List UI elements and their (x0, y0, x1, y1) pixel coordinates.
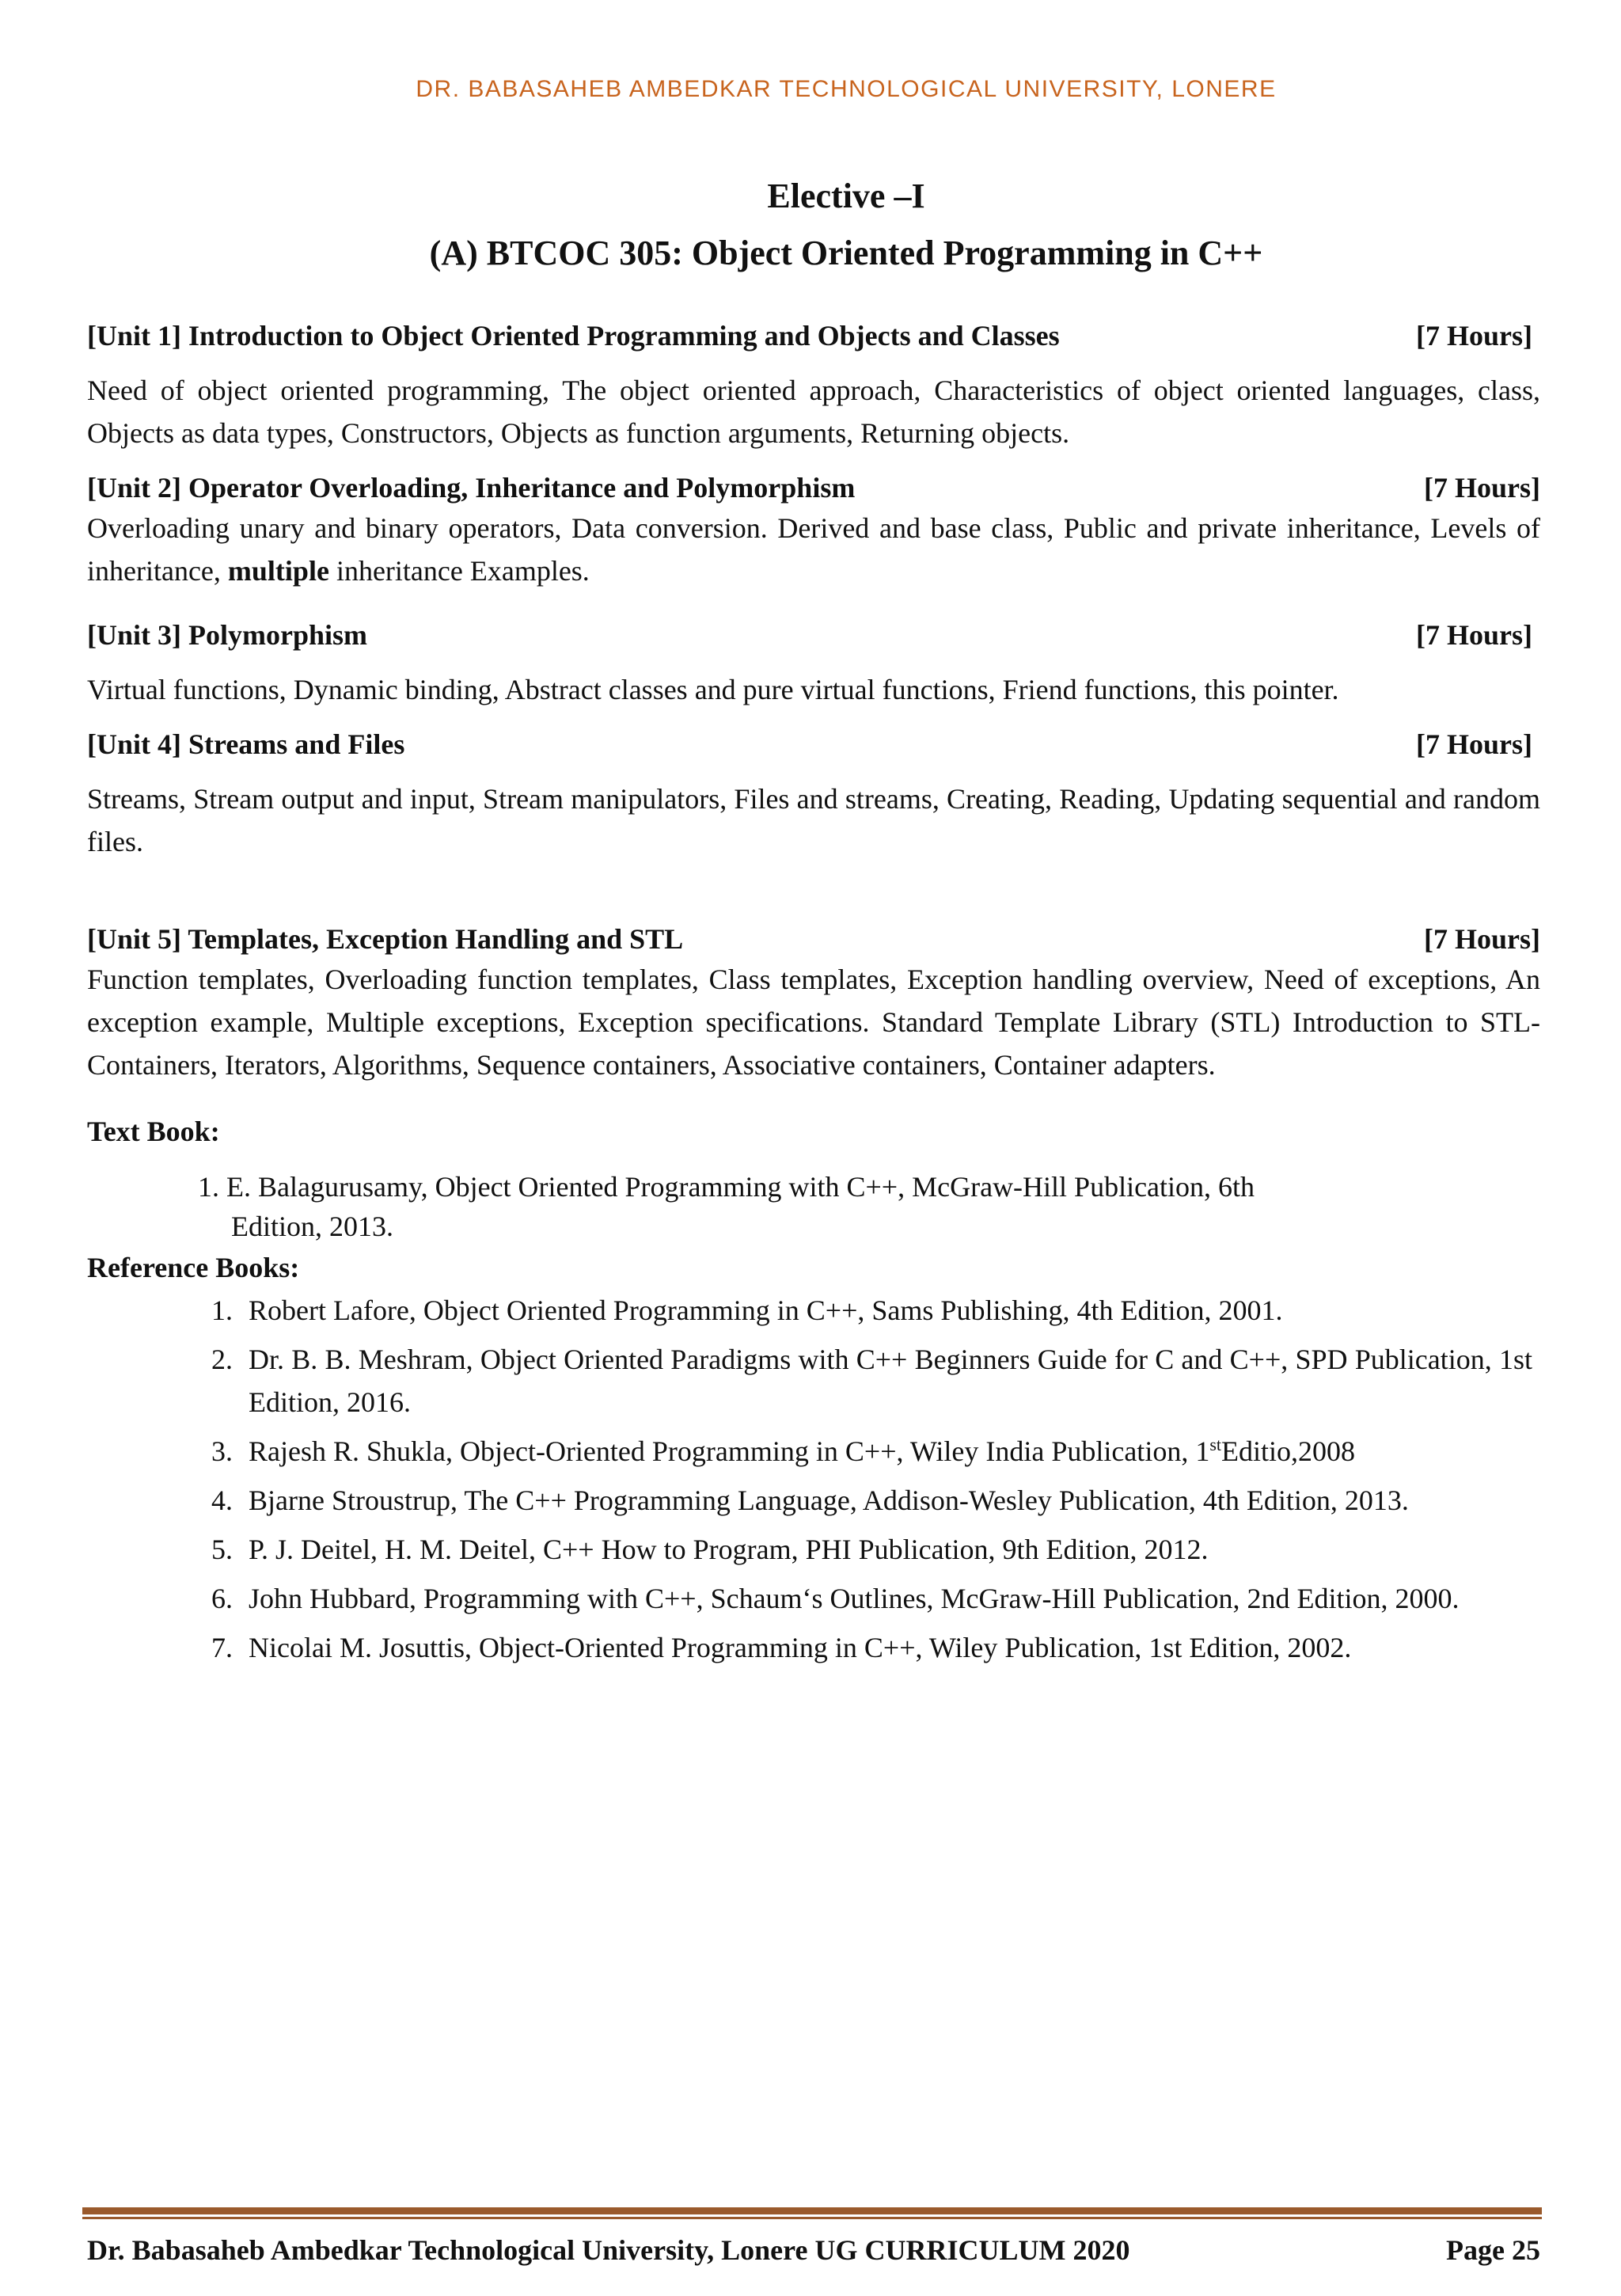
unit-4-title: [Unit 4] Streams and Files (87, 728, 405, 760)
text-book-label: Text Book: (87, 1116, 220, 1147)
reference-text: P. J. Deitel, H. M. Deitel, C++ How to Program, PHI Publication, 9th Edition, 2012. (249, 1534, 1209, 1565)
reference-number: 3. (211, 1435, 233, 1467)
unit-2-text-part2: inheritance Examples. (328, 555, 590, 587)
reference-number: 4. (211, 1484, 233, 1516)
unit-4-description: Streams, Stream output and input, Stream manipulators, Files and streams, Creating, Reading, Updating sequential and random files. (87, 783, 1540, 857)
unit-3-hours: [7 Hours] (1416, 619, 1532, 651)
reference-text-part2: Editio,2008 (1221, 1435, 1356, 1467)
unit-3-heading (87, 616, 1540, 654)
syllabus-content (87, 317, 1540, 1675)
reference-number: 5. (211, 1534, 233, 1565)
unit-2-heading (87, 469, 1540, 507)
reference-number: 6. (211, 1583, 233, 1614)
unit-2-hours: [7 Hours] (1424, 472, 1540, 504)
running-header: DR. BABASAHEB AMBEDKAR TECHNOLOGICAL UNIVERSITY, LONERE (416, 76, 1277, 102)
unit-1-title: [Unit 1] Introduction to Object Oriented Programming and Objects and Classes (87, 320, 1060, 352)
reference-text: John Hubbard, Programming with C++, Schaum‘s Outlines, McGraw-Hill Publication, 2nd Edition, 2000. (249, 1583, 1460, 1614)
footer-rule-thick (82, 2207, 1542, 2214)
reference-books-list (87, 1289, 1540, 1669)
reference-text-superscript: st (1209, 1435, 1222, 1454)
reference-text (249, 1430, 1540, 1473)
unit-3-title: [Unit 3] Polymorphism (87, 619, 367, 651)
footer-rule-thin (82, 2217, 1542, 2219)
reference-item (87, 1528, 1540, 1571)
reference-item (87, 1430, 1540, 1473)
reference-item (87, 1626, 1540, 1669)
course-title: (A) BTCOC 305: Object Oriented Programming in C++ (429, 234, 1263, 272)
unit-5-heading (87, 920, 1540, 958)
reference-number: 1. (211, 1294, 233, 1326)
unit-2-description (87, 507, 1540, 592)
unit-2-title: [Unit 2] Operator Overloading, Inheritance and Polymorphism (87, 472, 856, 504)
unit-3-description: Virtual functions, Dynamic binding, Abstract classes and pure virtual functions, Friend functions, this pointer. (87, 674, 1339, 705)
reference-number: 2. (211, 1344, 233, 1375)
reference-number: 7. (211, 1632, 233, 1663)
unit-4-hours: [7 Hours] (1416, 728, 1532, 760)
unit-4-heading (87, 725, 1540, 763)
reference-books-label: Reference Books: (87, 1252, 300, 1283)
unit-1-hours: [7 Hours] (1416, 320, 1532, 352)
elective-title: Elective –I (767, 177, 925, 215)
reference-item (87, 1289, 1540, 1332)
unit-1-description: Need of object oriented programming, The object oriented approach, Characteristics of object oriented languages, class, Objects as data types, Constructors, Objects as function arguments, Returning objects. (87, 374, 1540, 449)
footer-curriculum: Dr. Babasaheb Ambedkar Technological University, Lonere UG CURRICULUM 2020 (87, 2234, 1130, 2266)
unit-5-title: [Unit 5] Templates, Exception Handling and STL (87, 923, 684, 955)
unit-2-text-bold: multiple (227, 555, 329, 587)
reference-item (87, 1338, 1540, 1424)
reference-text: Nicolai M. Josuttis, Object-Oriented Programming in C++, Wiley Publication, 1st Edition, 2002. (249, 1632, 1352, 1663)
title-block (0, 168, 1621, 282)
unit-5-description: Function templates, Overloading function templates, Class templates, Exception handling overview, Need of exceptions, An exception example, Multiple exceptions, Exception specifications. Standard Template Library (STL) Introduction to STL-Containers, Iterators, Algorithms, Sequence containers, Associative containers, Container adapters. (87, 964, 1540, 1081)
page-footer (87, 2231, 1540, 2269)
reference-item (87, 1479, 1540, 1522)
reference-text-part1: Rajesh R. Shukla, Object-Oriented Programming in C++, Wiley India Publication, 1 (249, 1435, 1210, 1467)
text-book-line-2: Edition, 2013. (231, 1211, 393, 1242)
unit-1-heading (87, 317, 1540, 355)
unit-2-text-part1: Overloading unary and binary operators, Data conversion. Derived and base class, Public and private inheritance, Levels of inheritance, (87, 512, 1540, 587)
text-book-entry (87, 1167, 1540, 1246)
reference-text: Dr. B. B. Meshram, Object Oriented Paradigms with C++ Beginners Guide for C and C++, SPD Publication, 1st Edition, 2016. (249, 1344, 1532, 1418)
text-book-line-1: 1. E. Balagurusamy, Object Oriented Programming with C++, McGraw-Hill Publication, 6th (198, 1171, 1255, 1203)
page-number: Page 25 (1446, 2234, 1540, 2266)
unit-5-hours: [7 Hours] (1424, 923, 1540, 955)
reference-text: Bjarne Stroustrup, The C++ Programming Language, Addison-Wesley Publication, 4th Edition, 2013. (249, 1484, 1409, 1516)
reference-item (87, 1577, 1540, 1620)
reference-text: Robert Lafore, Object Oriented Programming in C++, Sams Publishing, 4th Edition, 2001. (249, 1294, 1283, 1326)
